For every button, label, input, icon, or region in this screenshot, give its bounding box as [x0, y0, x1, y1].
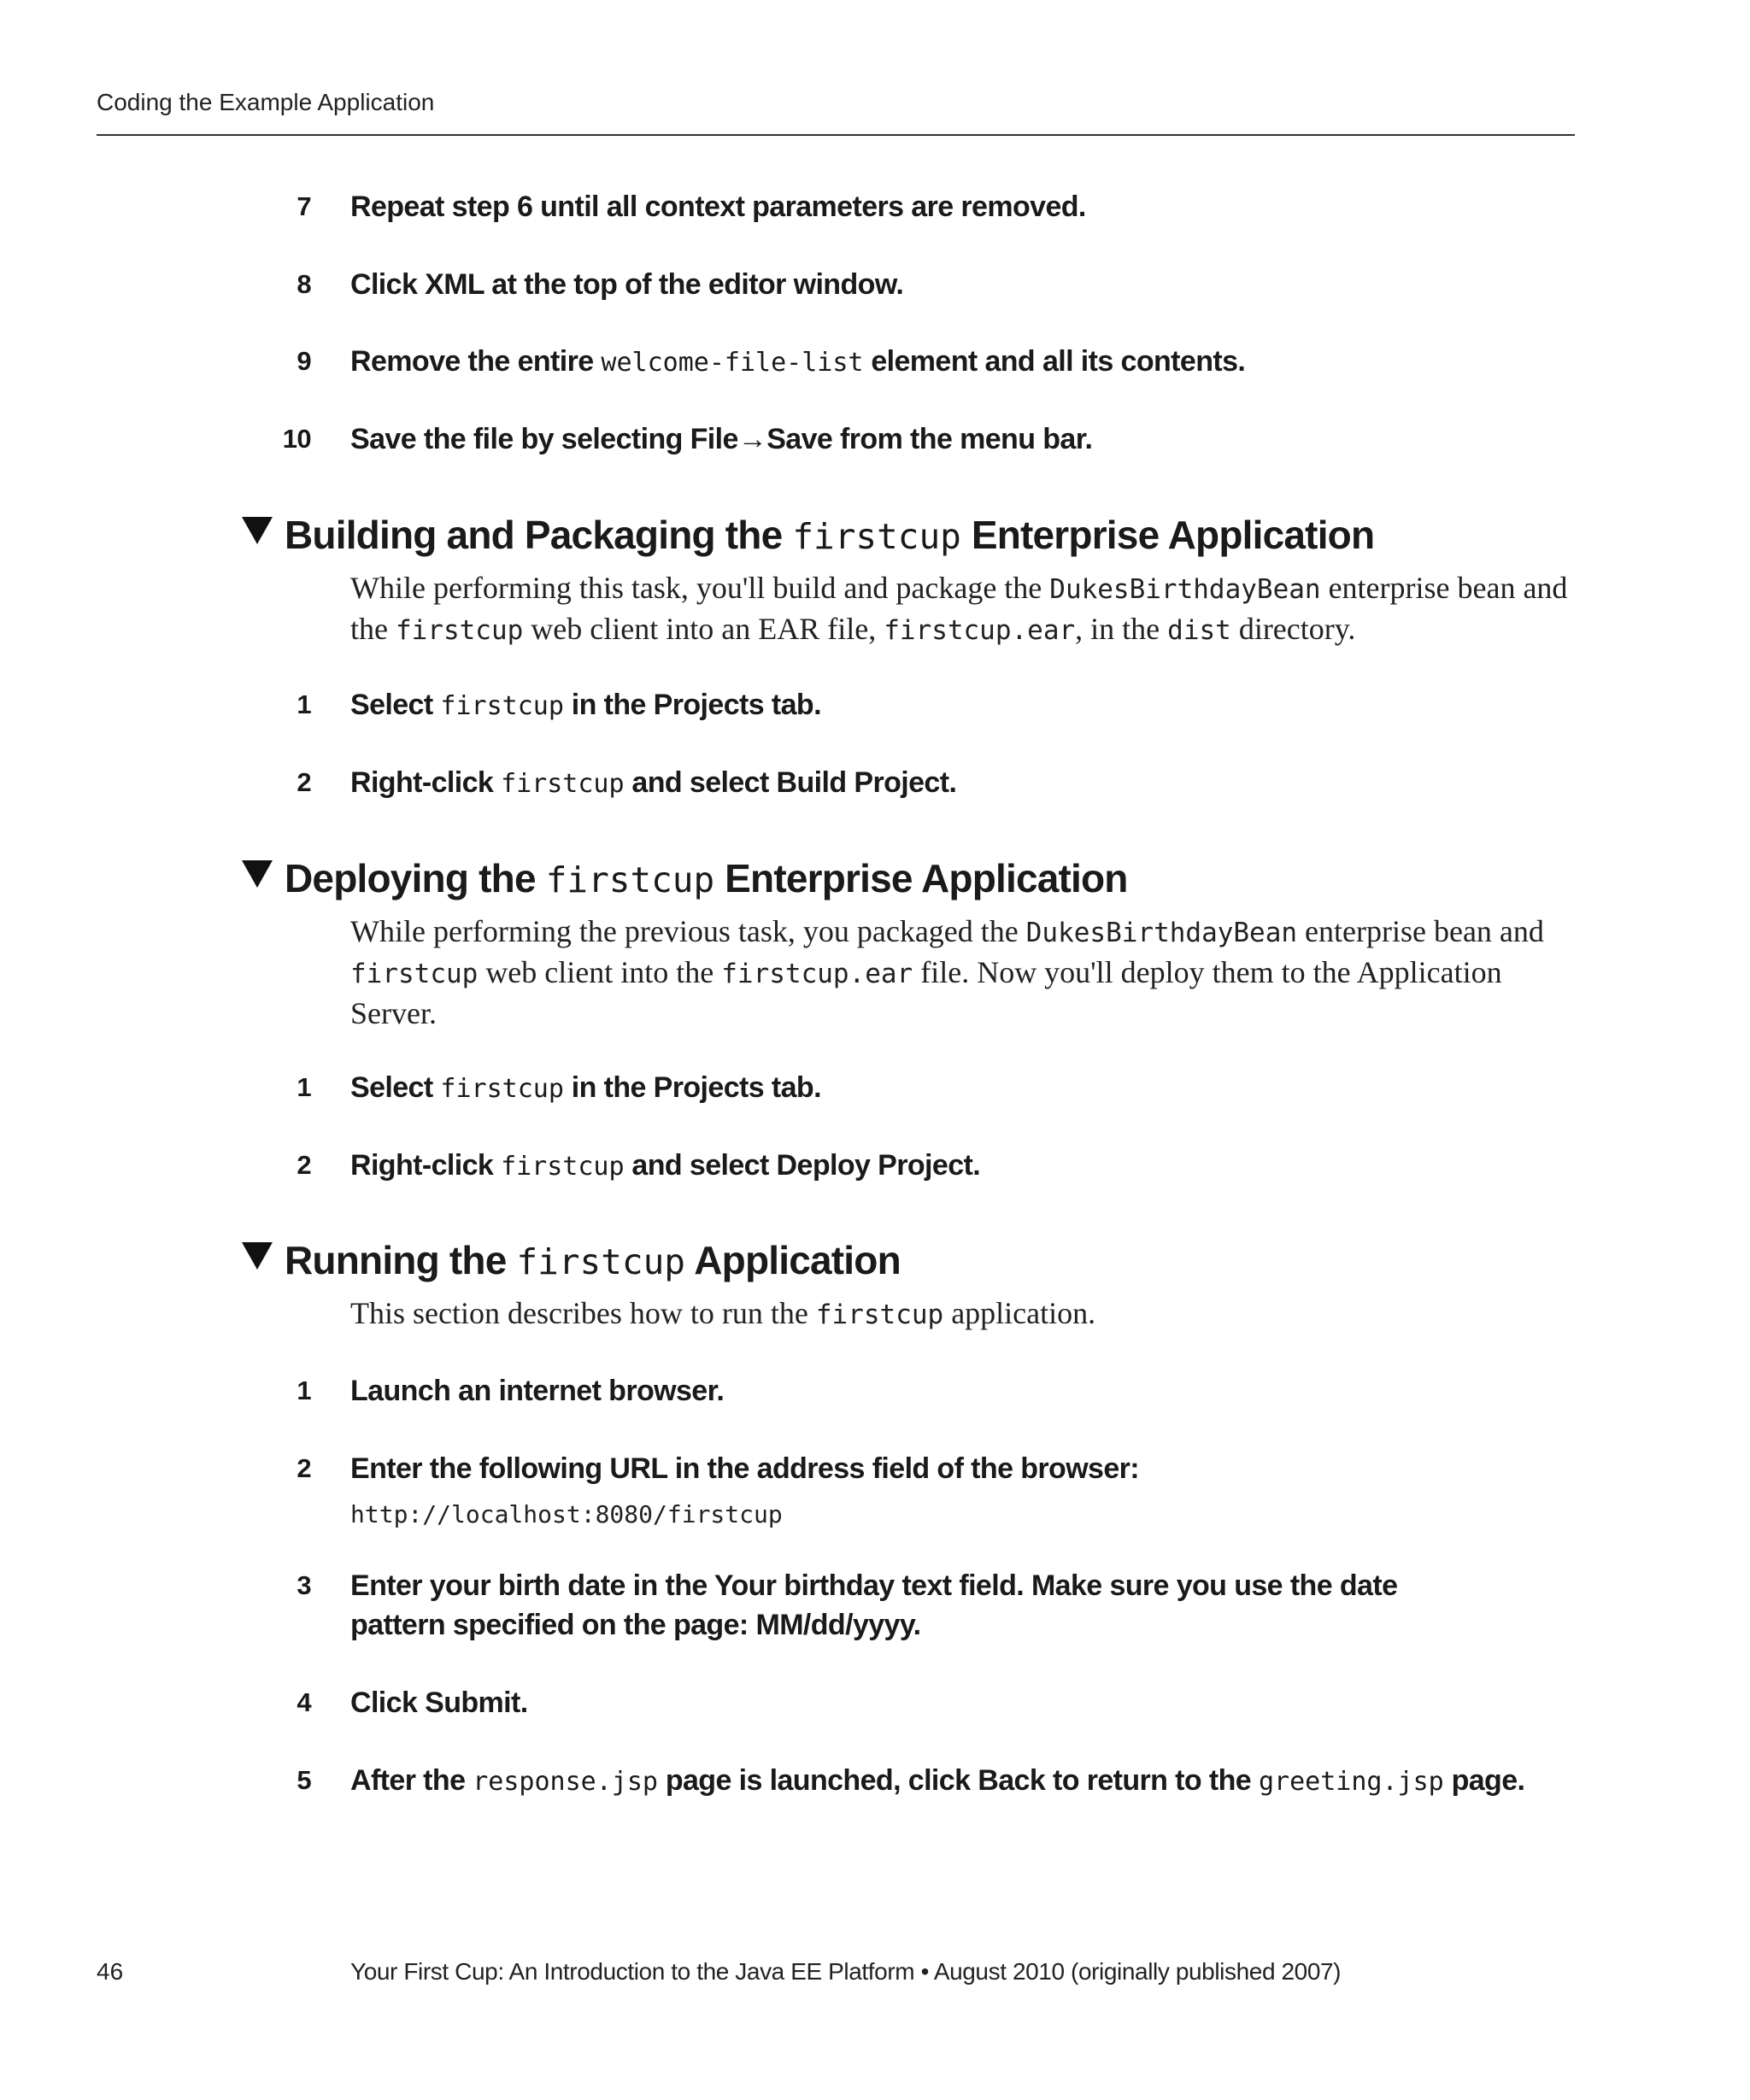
code-text: firstcup	[792, 516, 961, 557]
step-text: Repeat step 6 until all context parameters are removed.	[350, 191, 1086, 223]
step-number: 4	[297, 1687, 311, 1717]
code-text: firstcup	[516, 1241, 685, 1282]
step-text: Click Submit.	[350, 1686, 528, 1719]
section-intro-deploy: While performing the previous task, you packaged the DukesBirthdayBean enterprise bean and firstcup web client into the firstcup.ear file. Now you'll deploy them to the Application Server.	[350, 914, 1544, 1030]
step-text: Right-click firstcup and select Build Project.	[350, 766, 957, 799]
step-number: 2	[297, 1150, 311, 1180]
collapse-triangle-icon	[242, 1242, 273, 1270]
step-number: 7	[297, 191, 311, 221]
step-number: 1	[297, 1072, 311, 1102]
section-intro-run: This section describes how to run the firstcup application.	[350, 1296, 1096, 1330]
section-heading-deploy: Deploying the firstcup Enterprise Application	[285, 854, 1575, 904]
code-text: firstcup	[545, 859, 715, 900]
step-number: 1	[297, 689, 311, 719]
step-number: 1	[297, 1376, 311, 1405]
step-number: 10	[282, 424, 311, 454]
step-number: 2	[297, 1453, 311, 1483]
section-intro-build: While performing this task, you'll build and package the DukesBirthdayBean enterprise bean and the firstcup web client into an EAR file, firstcup.ear, in the dist directory.	[350, 571, 1568, 646]
step-text: Select firstcup in the Projects tab.	[350, 689, 821, 721]
collapse-triangle-icon	[242, 517, 273, 544]
step-number: 9	[297, 346, 311, 376]
step-text: Enter the following URL in the address field of the browser:	[350, 1452, 1140, 1485]
step-text: Save the file by selecting File→Save from the menu bar.	[350, 423, 1093, 455]
step-number: 8	[297, 269, 311, 299]
step-number: 2	[297, 767, 311, 797]
code-text: welcome-file-list	[601, 348, 864, 378]
step-text: Remove the entire welcome-file-list element and all its contents.	[350, 345, 1246, 378]
step-text: Launch an internet browser.	[350, 1375, 725, 1407]
step-text: Enter your birth date in the Your birthday text field. Make sure you use the date pattern specified on the page: MM/dd/yyyy.	[350, 1569, 1398, 1641]
step-text: Select firstcup in the Projects tab.	[350, 1071, 821, 1104]
section-heading-run: Running the firstcup Application	[285, 1236, 1575, 1286]
header-rule	[97, 134, 1575, 136]
step-text: Click XML at the top of the editor window.	[350, 268, 904, 301]
step-number: 5	[297, 1765, 311, 1795]
footer-book-title: Your First Cup: An Introduction to the Java EE Platform • August 2010 (originally published 2007)	[350, 1958, 1342, 1985]
step-text: After the response.jsp page is launched, click Back to return to the greeting.jsp page.	[350, 1764, 1525, 1797]
collapse-triangle-icon	[242, 860, 273, 888]
section-heading-build: Building and Packaging the firstcup Enterprise Application	[285, 511, 1575, 560]
running-header: Coding the Example Application	[97, 89, 435, 115]
step-text: Right-click firstcup and select Deploy Project.	[350, 1149, 981, 1182]
page-number: 46	[97, 1958, 124, 1985]
url-code: http://localhost:8080/firstcup	[350, 1500, 783, 1528]
step-number: 3	[297, 1570, 311, 1600]
